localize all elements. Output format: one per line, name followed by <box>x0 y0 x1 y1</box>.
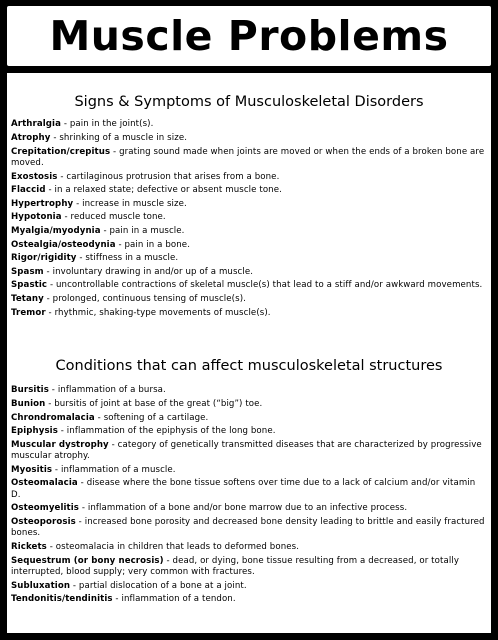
entry-definition: disease where the bone tissue softens over time due to a lack of calcium and/or vitamin D. <box>11 478 476 500</box>
glossary-entry <box>11 581 487 592</box>
entry-term: Crepitation/crepitus <box>11 146 111 157</box>
glossary-entry <box>11 556 487 579</box>
entry-term: Chrondromalacia <box>11 412 95 423</box>
entry-term: Exostosis <box>11 171 58 182</box>
document-page <box>7 73 491 633</box>
glossary-entry <box>11 399 487 410</box>
conditions-heading: Conditions that can affect musculoskeletal structures <box>55 358 443 374</box>
glossary-entry <box>11 172 487 183</box>
entry-separator: - <box>73 198 83 209</box>
entry-term: Sequestrum (or bony necrosis) <box>11 555 164 566</box>
entry-definition: inflammation of a bursa. <box>57 385 166 396</box>
entry-term: Ostealgia/osteodynia <box>11 239 116 250</box>
entry-separator: - <box>70 580 79 591</box>
entry-definition: inflammation of a bone and/or bone marrow due to an infective process. <box>87 503 408 514</box>
entry-definition: reduced muscle tone. <box>70 212 166 223</box>
entry-separator: - <box>76 253 86 264</box>
entry-separator: - <box>50 132 60 143</box>
entry-separator: - <box>45 185 55 196</box>
glossary-entry <box>11 240 487 251</box>
entry-separator: - <box>46 541 56 552</box>
conditions-list <box>7 385 491 605</box>
glossary-entry <box>11 594 487 605</box>
entry-separator: - <box>61 212 71 223</box>
glossary-entry <box>11 308 487 319</box>
entry-definition: shrinking of a muscle in size. <box>59 132 188 143</box>
entry-definition: inflammation of a muscle. <box>60 464 176 475</box>
entry-definition: uncontrollable contractions of skeletal muscle(s) that lead to a stiff and/or awkward movements. <box>55 280 483 291</box>
entry-term: Spasm <box>11 266 44 277</box>
entry-definition: softening of a cartilage. <box>103 412 209 423</box>
signs-symptoms-list <box>7 119 491 319</box>
entry-separator: - <box>75 516 85 527</box>
entry-term: Muscular dystrophy <box>11 439 109 450</box>
entry-term: Epiphysis <box>11 426 58 437</box>
entry-term: Hypotonia <box>11 212 62 223</box>
entry-term: Bunion <box>11 398 46 409</box>
conditions-section <box>7 358 491 608</box>
page-title: Muscle Problems <box>49 11 449 60</box>
entry-definition: involuntary drawing in and/or up of a muscle. <box>52 266 254 277</box>
entry-term: Arthralgia <box>11 119 61 130</box>
entry-separator: - <box>48 385 58 396</box>
entry-separator: - <box>77 478 87 489</box>
entry-term: Tendonitis/tendinitis <box>11 594 113 605</box>
entry-separator: - <box>43 293 53 304</box>
entry-term: Rigor/rigidity <box>11 253 77 264</box>
entry-definition: pain in a muscle. <box>109 225 185 236</box>
entry-definition: osteomalacia in children that leads to deformed bones. <box>55 541 300 552</box>
glossary-entry <box>11 133 487 144</box>
entry-term: Subluxation <box>11 580 71 591</box>
entry-term: Rickets <box>11 541 47 552</box>
entry-definition: prolonged, continuous tensing of muscle(s). <box>52 293 246 304</box>
title-banner <box>0 0 498 73</box>
title-box <box>7 6 491 66</box>
entry-separator: - <box>45 307 55 318</box>
entry-separator: - <box>57 171 67 182</box>
glossary-entry <box>11 267 487 278</box>
entry-term: Tremor <box>11 307 46 318</box>
glossary-entry <box>11 185 487 196</box>
entry-definition: stiffness in a muscle. <box>85 253 179 264</box>
glossary-entry <box>11 465 487 476</box>
entry-definition: cartilaginous protrusion that arises from a bone. <box>66 171 280 182</box>
entry-term: Osteoporosis <box>11 516 76 527</box>
entry-definition: dead, or dying, bone tissue resulting from a decreased, or totally interrupted, blood supply; very common with fractures. <box>11 555 460 577</box>
glossary-entry <box>11 517 487 540</box>
entry-separator: - <box>163 555 173 566</box>
glossary-entry <box>11 253 487 264</box>
entry-term: Myositis <box>11 464 53 475</box>
glossary-entry <box>11 147 487 170</box>
entry-definition: inflammation of a tendon. <box>121 594 236 605</box>
entry-definition: category of genetically transmitted diseases that are characterized by progressive muscular atrophy. <box>11 439 482 462</box>
entry-term: Flaccid <box>11 185 46 196</box>
glossary-entry <box>11 280 487 291</box>
entry-definition: pain in a bone. <box>124 239 191 250</box>
entry-separator: - <box>112 594 122 605</box>
glossary-entry <box>11 478 487 501</box>
entry-term: Spastic <box>11 280 48 291</box>
entry-separator: - <box>61 119 70 130</box>
glossary-entry <box>11 385 487 396</box>
entry-definition: bursitis of joint at base of the great (“big”) toe. <box>54 398 263 409</box>
glossary-entry <box>11 226 487 237</box>
entry-separator: - <box>57 426 67 437</box>
glossary-entry <box>11 542 487 553</box>
entry-separator: - <box>110 146 120 157</box>
entry-separator: - <box>45 398 55 409</box>
glossary-entry <box>11 413 487 424</box>
entry-definition: increase in muscle size. <box>82 198 187 209</box>
glossary-entry <box>11 212 487 223</box>
entry-separator: - <box>115 239 125 250</box>
signs-symptoms-section <box>7 94 491 321</box>
entry-definition: grating sound made when joints are moved or when the ends of a broken bone are moved. <box>11 146 485 168</box>
entry-separator: - <box>94 412 104 423</box>
entry-separator: - <box>43 266 53 277</box>
glossary-entry <box>11 426 487 437</box>
entry-term: Osteomalacia <box>11 478 78 489</box>
glossary-entry <box>11 440 487 463</box>
entry-definition: increased bone porosity and decreased bone density leading to brittle and easily fractured bones. <box>11 516 485 539</box>
entry-separator: - <box>47 280 56 291</box>
entry-definition: in a relaxed state; defective or absent muscle tone. <box>54 185 282 196</box>
entry-term: Bursitis <box>11 385 49 396</box>
signs-symptoms-heading: Signs & Symptoms of Musculoskeletal Disorders <box>74 94 424 110</box>
entry-term: Atrophy <box>11 132 51 143</box>
entry-definition: inflammation of the epiphysis of the long bone. <box>66 426 276 437</box>
entry-definition: pain in the joint(s). <box>69 119 154 130</box>
glossary-entry <box>11 294 487 305</box>
entry-separator: - <box>79 503 88 514</box>
glossary-entry <box>11 199 487 210</box>
glossary-entry <box>11 503 487 514</box>
entry-definition: partial dislocation of a bone at a joint. <box>78 580 247 591</box>
entry-term: Hypertrophy <box>11 198 74 209</box>
entry-separator: - <box>52 464 61 475</box>
entry-term: Osteomyelitis <box>11 503 80 514</box>
glossary-entry <box>11 119 487 130</box>
entry-separator: - <box>108 439 118 450</box>
entry-definition: rhythmic, shaking-type movements of muscle(s). <box>54 307 271 318</box>
entry-separator: - <box>100 225 110 236</box>
entry-term: Myalgia/myodynia <box>11 225 101 236</box>
entry-term: Tetany <box>11 293 44 304</box>
